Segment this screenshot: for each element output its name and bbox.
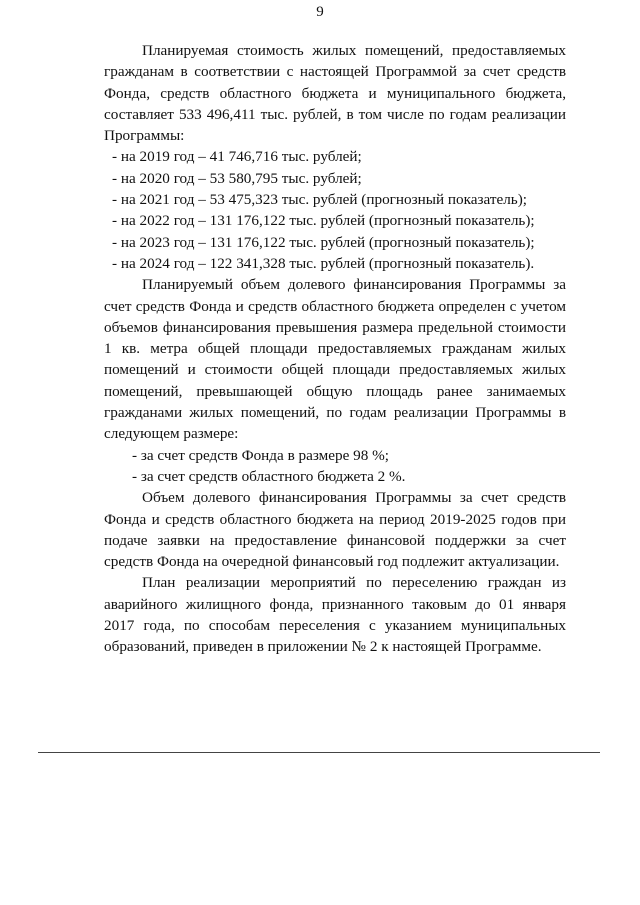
funding-share-list: [104, 445, 566, 488]
list-item: - на 2022 год – 131 176,122 тыс. рублей (прогнозный показатель);: [112, 212, 535, 230]
list-item: - за счет средств областного бюджета 2 %.: [132, 467, 406, 485]
list-item: - на 2020 год – 53 580,795 тыс. рублей;: [112, 169, 362, 187]
paragraph-resettlement-plan: План реализации мероприятий по переселению граждан из аварийного жилищного фонда, признанного таковым до 01 января 2017 года, по способам переселения с указанием муниципальных образований, приведен в приложении № 2 к настоящей Программе.: [104, 574, 566, 656]
page-number: 9: [316, 4, 324, 20]
list-item: - на 2021 год – 53 475,323 тыс. рублей (прогнозный показатель);: [112, 191, 528, 209]
list-item: - за счет средств Фонда в размере 98 %;: [132, 446, 390, 464]
horizontal-rule: [38, 752, 600, 753]
paragraph-planned-cost: Планируемая стоимость жилых помещений, предоставляемых гражданам в соответствии с настоящей Программой за счет средств Фонда, средств областного бюджета и муниципального бюджета, составляет 533 496,411 тыс. рублей, в том числе по годам реализации Программы:: [104, 42, 566, 145]
yearly-cost-list: [104, 146, 566, 274]
paragraph-cofinancing: Планируемый объем долевого финансирования Программы за счет средств Фонда и средств областного бюджета определен с учетом объемов финансирования превышения размера предельной стоимости 1 кв. метра общей площади предоставляемых гражданам жилых помещений и стоимости общей площади предоставляемых жилых помещений, превышающей общую площадь ранее занимаемых гражданами жилых помещений, по годам реализации Программы в следующем размере:: [104, 276, 566, 443]
document-body: [104, 40, 566, 658]
list-item: - на 2023 год – 131 176,122 тыс. рублей (прогнозный показатель);: [112, 233, 535, 251]
list-item: - на 2019 год – 41 746,716 тыс. рублей;: [112, 148, 362, 166]
list-item: - на 2024 год – 122 341,328 тыс. рублей (прогнозный показатель).: [112, 254, 535, 272]
paragraph-actualization: Объем долевого финансирования Программы за счет средств Фонда и средств областного бюджета на период 2019-2025 годов при подаче заявки на предоставление финансовой поддержки за счет средств Фонда на очередной финансовый год подлежит актуализации.: [104, 489, 566, 571]
